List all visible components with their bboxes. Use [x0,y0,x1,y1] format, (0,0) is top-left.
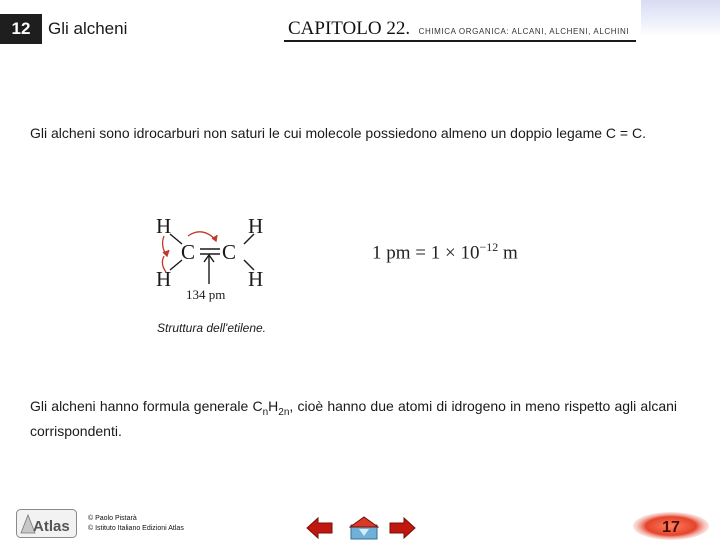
formula-unit: m [498,242,518,264]
gf-sub-2n: 2n [278,406,290,418]
formula-lhs: 1 pm = 1 × 10 [372,242,480,264]
gf-before: Gli alcheni hanno formula generale C [30,398,263,414]
home-icon [350,517,378,539]
page-number: 17 [662,519,680,536]
credit-author: © Paolo Pistarà [88,515,137,522]
atom-c-left: C [181,240,196,264]
next-slide-button[interactable] [387,515,417,541]
chapter-label: CAPITOLO 22. [288,18,411,39]
intro-term: alcheni [51,125,96,141]
copyright-credits [88,514,184,534]
credit-publisher: © Istituto Italiano Edizioni Atlas [88,525,184,532]
home-button[interactable] [349,515,379,541]
gf-sub-n: n [262,406,269,418]
section-number: 12 [0,14,42,44]
header-divider [284,40,636,42]
gf-mid: H [268,398,279,414]
bond-length-label: 134 pm [186,287,226,302]
previous-slide-button[interactable] [305,515,335,541]
intro-before: Gli [30,125,51,141]
section-title: Gli alcheni [48,19,128,38]
formula-exponent: −12 [479,240,499,254]
chapter-heading [288,18,629,40]
ethylene-structure-figure [150,206,350,310]
chapter-subtitle: CHIMICA ORGANICA: ALCANI, ALCHENI, ALCHINI [418,27,630,36]
logo-text: Atlas [33,518,70,535]
figure-caption: Struttura dell'etilene. [157,321,267,335]
atom-h-top-right: H [248,214,264,238]
general-formula-paragraph [30,397,677,440]
page-number-badge [633,512,709,540]
corner-decoration [641,0,720,36]
intro-paragraph [30,124,677,142]
intro-after: sono idrocarburi non saturi le cui molecole possiedono almeno un doppio legame C = C. [95,125,646,141]
arrow-right-icon [390,518,415,538]
atom-h-bottom-right: H [248,267,264,291]
atom-h-bottom-left: H [156,267,172,291]
arrow-left-icon [307,518,332,538]
atom-c-right: C [222,240,237,264]
atom-h-top-left: H [156,214,172,238]
gf-after: , cioè hanno due atomi di idrogeno in meno rispetto agli alcani corrispondenti. [30,398,678,439]
atlas-logo [16,509,77,538]
picometer-conversion [372,240,518,264]
